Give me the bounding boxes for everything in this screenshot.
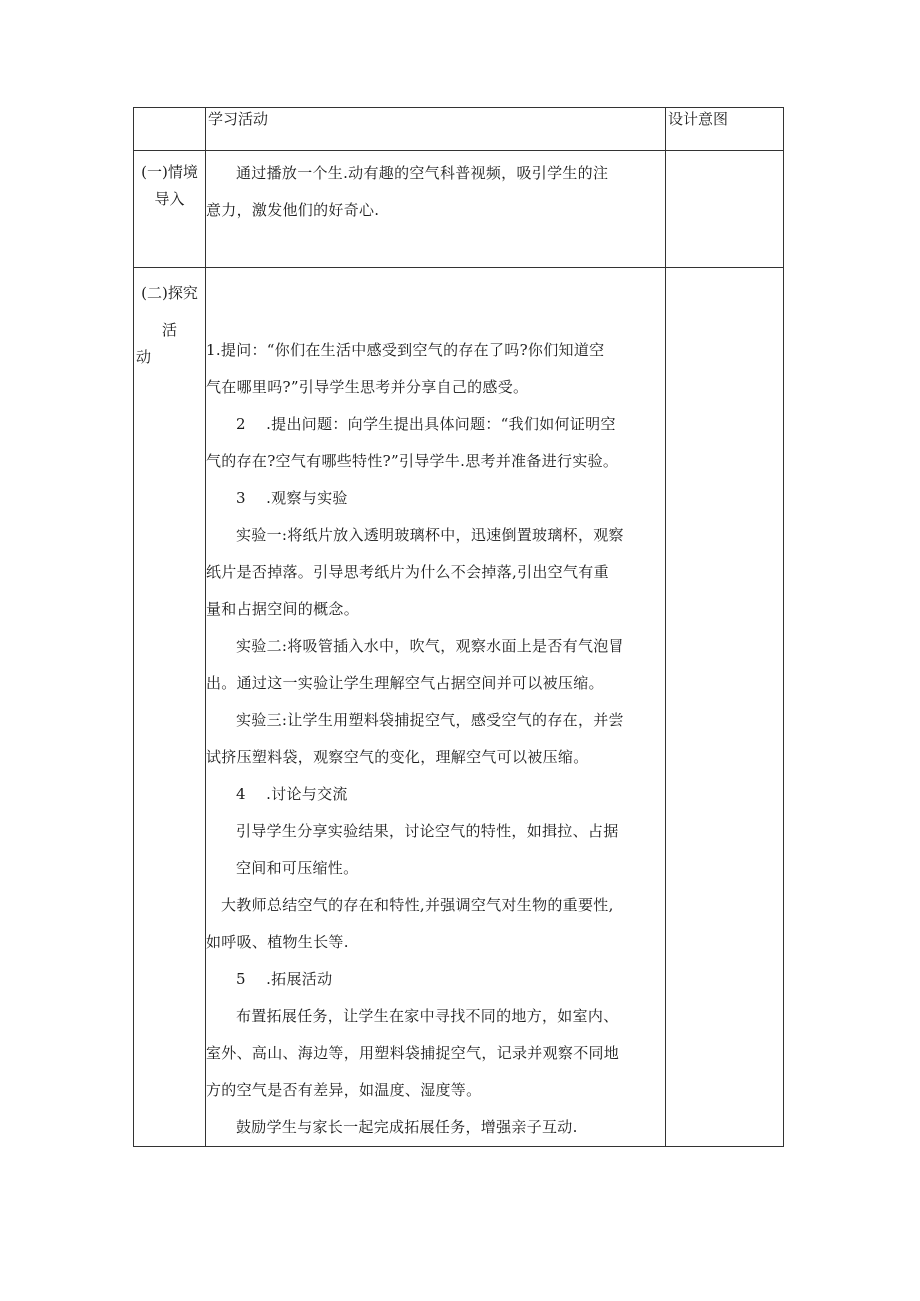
stage-label-line: 活 [161, 321, 177, 339]
header-intent-label: 设计意图 [668, 110, 729, 128]
stage-label-line: (一)情境 [141, 163, 198, 181]
activity-cell [206, 151, 666, 268]
header-row [134, 108, 784, 151]
activity-line: 4 .讨论与交流 [236, 785, 348, 803]
intent-cell [666, 268, 784, 1147]
header-cell-activity [206, 108, 666, 151]
lesson-plan-table [133, 107, 784, 1147]
stage-label-line: 动 [136, 348, 152, 366]
activity-line: 引导学生分享实验结果，讨论空气的特性，如揖拉、占据 [236, 822, 619, 840]
activity-line: 实验一:将纸片放入透明玻璃杯中，迅速倒置玻璃杯，观察 [236, 526, 624, 544]
activity-line: 气的存在?空气有哪些特性?”引导学牛.思考并准备进行实验。 [206, 452, 619, 470]
activity-line: 1.提问：“你们在生活中感受到空气的存在了吗?你们知道空 [206, 341, 605, 359]
activity-line: 布置拓展任务，让学生在家中寻找不同的地方，如室内、 [236, 1007, 619, 1025]
activity-line: 如呼吸、植物生长等. [206, 933, 349, 951]
activity-line: 通过播放一个生.动有趣的空气科普视频，吸引学生的注 [236, 164, 609, 182]
activity-line: 方的空气是否有差异，如温度、湿度等。 [206, 1081, 482, 1099]
activity-line: 量和占据空间的概念。 [206, 600, 360, 618]
activity-line: 2 .提出问题：向学生提出具体问题：“我们如何证明空 [236, 415, 616, 433]
activity-line: 试挤压塑料袋，观察空气的变化，理解空气可以被压缩。 [206, 748, 589, 766]
activity-line: 纸片是否掉落。引导思考纸片为什么不会掉落,引出空气有重 [206, 563, 609, 581]
activity-line: 实验二:将吸管插入水中，吹气，观察水面上是否有气泡冒 [236, 637, 624, 655]
header-activity-label: 学习活动 [208, 110, 269, 128]
activity-line: 鼓励学生与家长一起完成拓展任务，增强亲子互动. [236, 1118, 578, 1136]
activity-line: 空间和可压缩性。 [236, 859, 359, 877]
intent-cell [666, 151, 784, 268]
activity-line: 室外、高山、海边等，用塑料袋捕捉空气，记录并观察不同地 [206, 1044, 620, 1062]
header-cell-stage [134, 108, 206, 151]
stage-label-line: (二)探究 [141, 284, 198, 302]
stage-label-cell [134, 268, 206, 1147]
activity-line: 实验三:让学生用塑料袋捕捉空气，感受空气的存在，并尝 [236, 711, 624, 729]
activity-line: 气在哪里吗?”引导学生思考并分享自己的感受。 [206, 378, 529, 396]
header-cell-intent [666, 108, 784, 151]
stage-row-intro [134, 151, 784, 268]
activity-line: 大教师总结空气的存在和特性,并强调空气对生物的重要性, [221, 896, 614, 914]
stage-row-explore [134, 268, 784, 1147]
stage-label-line: 导入 [154, 190, 185, 208]
activity-line: 意力，激发他们的好奇心. [206, 201, 380, 219]
activity-line: 3 .观察与实验 [236, 489, 348, 507]
activity-line: 出。通过这一实验让学生理解空气占据空间并可以被压缩。 [206, 674, 604, 692]
stage-label-cell [134, 151, 206, 268]
activity-line: 5 .拓展活动 [236, 970, 333, 988]
activity-cell [206, 268, 666, 1147]
